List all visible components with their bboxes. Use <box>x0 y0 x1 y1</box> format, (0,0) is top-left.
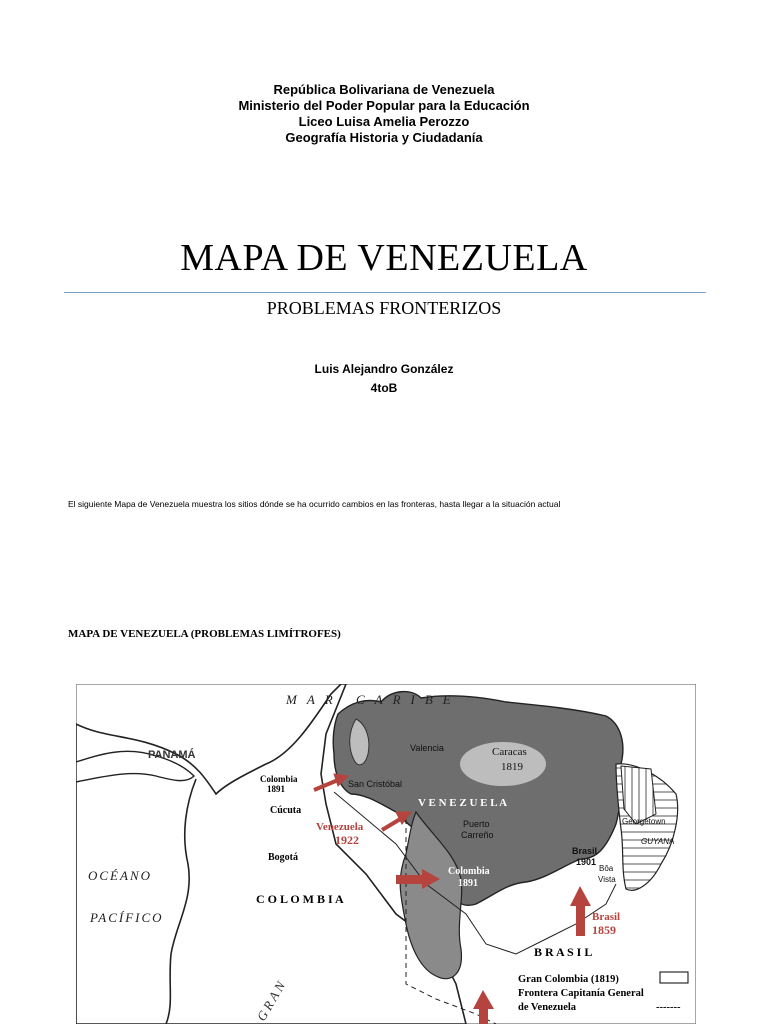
author-group: 4toB <box>370 381 398 395</box>
label-brasil-1901-year: 1901 <box>576 857 597 867</box>
label-colombia-1891-a-year: 1891 <box>267 784 285 794</box>
label-mar-caribe: MAR CARIBE <box>286 692 461 707</box>
label-guyana: GUYANA <box>641 837 675 846</box>
label-colombia-1891-b-year: 1891 <box>458 878 478 889</box>
label-gran: GRAN <box>253 976 290 1024</box>
legend-line-3: de Venezuela <box>518 1002 577 1013</box>
header-line-4: Geografía Historia y Ciudadanía <box>285 130 483 145</box>
label-brasil-1859-year: 1859 <box>592 923 616 937</box>
label-venezuela-1922-year: 1922 <box>335 833 359 847</box>
header-line-1: República Bolivariana de Venezuela <box>273 82 495 97</box>
header-line-3: Liceo Luisa Amelia Perozzo <box>298 114 470 129</box>
legend-line-1: Gran Colombia (1819) <box>518 974 619 985</box>
legend-dashes: ------- <box>656 1002 681 1013</box>
label-panama: PANAMÁ <box>148 749 196 761</box>
label-colombia: C O L O M B I A <box>256 892 344 906</box>
author-block <box>0 360 768 398</box>
label-brasil-1901: Brasil <box>572 846 598 856</box>
label-venezuela: V E N E Z U E L A <box>418 797 508 809</box>
legend-swatch-gran-colombia <box>660 972 688 983</box>
label-valencia: Valencia <box>410 743 444 753</box>
label-caracas-year: 1819 <box>501 761 523 773</box>
label-bogota: Bogotá <box>268 852 298 863</box>
label-venezuela-1922: Venezuela <box>316 821 364 833</box>
label-colombia-1891-b: Colombia <box>448 866 490 877</box>
institution-header <box>0 82 768 146</box>
label-oceano: OCÉANO <box>88 868 152 883</box>
label-brasil: B R A S I L <box>534 945 593 959</box>
label-georgetown: Georgetown <box>622 817 666 826</box>
label-vista: Vista <box>598 875 616 884</box>
label-brasil-1859: Brasil <box>592 911 621 923</box>
label-san-cristobal: San Cristóbal <box>348 779 403 789</box>
title-divider <box>64 292 706 293</box>
label-pacifico: PACÍFICO <box>90 910 164 925</box>
legend-line-2: Frontera Capitanía General <box>518 988 644 999</box>
label-carreno: Carreño <box>461 830 494 840</box>
label-puerto: Puerto <box>463 819 490 829</box>
label-boa: Bôa <box>599 864 614 873</box>
document-subtitle: PROBLEMAS FRONTERIZOS <box>266 298 502 318</box>
document-title: MAPA DE VENEZUELA <box>180 237 588 279</box>
label-caracas: Caracas <box>492 746 527 758</box>
intro-paragraph: El siguiente Mapa de Venezuela muestra los sitios dónde se ha ocurrido cambios en las fronteras, hasta llegar a la situación actual <box>68 499 561 509</box>
header-line-2: Ministerio del Poder Popular para la Educación <box>238 98 530 113</box>
author-name: Luis Alejandro González <box>314 362 454 376</box>
label-cucuta: Cúcuta <box>270 805 302 816</box>
map-heading: MAPA DE VENEZUELA (PROBLEMAS LIMÍTROFES) <box>68 628 341 640</box>
label-colombia-1891-a: Colombia <box>260 774 298 784</box>
border-map <box>76 684 696 1024</box>
